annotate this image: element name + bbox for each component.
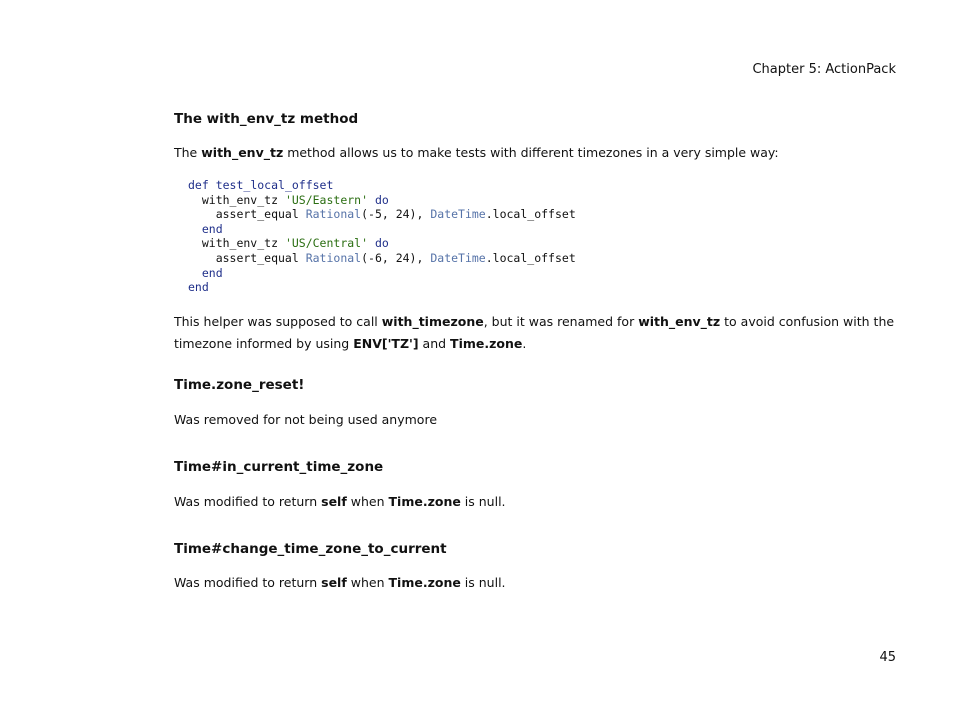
code-line-1 — [188, 178, 576, 193]
code-class: Rational — [305, 250, 362, 265]
code-class: DateTime — [430, 250, 486, 265]
code-line-4 — [188, 222, 576, 237]
code-keyword: do — [368, 236, 389, 251]
code-line-3 — [188, 207, 576, 222]
code-line-8 — [188, 280, 576, 295]
code-class: Rational — [305, 207, 362, 222]
note-bold: ENV['TZ'] — [353, 336, 419, 351]
code-args: (-5, 24), — [361, 207, 431, 222]
intro-suffix: method allows us to make tests with different timezones in a very simple way: — [283, 145, 779, 160]
code-keyword: end — [188, 280, 209, 295]
zone-reset-paragraph: Was removed for not being used anymore — [174, 412, 438, 427]
para-text: when — [346, 494, 389, 509]
code-string: 'US/Eastern' — [284, 192, 369, 207]
code-keyword: end — [188, 221, 223, 236]
note-bold: with_env_tz — [638, 314, 721, 329]
para-bold: self — [321, 575, 347, 590]
code-keyword: def — [188, 178, 209, 192]
code-call: with_env_tz — [188, 236, 285, 251]
note-bold: with_timezone — [381, 314, 484, 329]
code-call: assert_equal — [188, 207, 306, 222]
code-call: with_env_tz — [188, 192, 285, 207]
code-string: 'US/Central' — [284, 236, 369, 251]
para-bold: Time.zone — [388, 494, 461, 509]
helper-note-paragraph — [174, 311, 894, 355]
note-text: and — [418, 336, 451, 351]
code-method-name: test_local_offset — [208, 178, 334, 192]
code-line-2 — [188, 193, 576, 208]
note-text: , but it was renamed for — [483, 314, 639, 329]
section-heading-with-env-tz: The with_env_tz method — [174, 111, 359, 127]
para-bold: Time.zone — [388, 575, 461, 590]
note-text: . — [522, 336, 527, 351]
para-text: is null. — [460, 494, 506, 509]
note-text: to avoid confusion with the — [720, 314, 895, 329]
para-text: Was modified to return — [174, 575, 322, 590]
section-heading-zone-reset: Time.zone_reset! — [174, 377, 305, 393]
section-heading-in-current-time-zone: Time#in_current_time_zone — [174, 459, 384, 475]
code-tail: .local_offset — [485, 207, 576, 222]
note-text: timezone informed by using — [174, 336, 354, 351]
page-number: 45 — [879, 650, 896, 665]
code-block — [188, 178, 576, 295]
code-line-5 — [188, 236, 576, 251]
change-time-zone-paragraph — [174, 572, 506, 594]
code-line-6 — [188, 251, 576, 266]
code-keyword: end — [188, 265, 223, 280]
para-text: is null. — [460, 575, 506, 590]
code-keyword: do — [368, 192, 389, 207]
code-tail: .local_offset — [485, 250, 576, 265]
code-call: assert_equal — [188, 250, 306, 265]
in-current-time-zone-paragraph — [174, 491, 506, 513]
section-heading-change-time-zone: Time#change_time_zone_to_current — [174, 541, 447, 557]
para-text: when — [346, 575, 389, 590]
code-args: (-6, 24), — [361, 250, 431, 265]
para-text: Was modified to return — [174, 494, 322, 509]
intro-bold-method: with_env_tz — [201, 145, 284, 160]
intro-paragraph — [174, 142, 779, 164]
code-line-7 — [188, 266, 576, 281]
note-text: This helper was supposed to call — [174, 314, 382, 329]
note-bold: Time.zone — [450, 336, 523, 351]
code-class: DateTime — [430, 207, 486, 222]
chapter-header: Chapter 5: ActionPack — [752, 62, 896, 77]
para-bold: self — [321, 494, 347, 509]
intro-prefix: The — [174, 145, 202, 160]
